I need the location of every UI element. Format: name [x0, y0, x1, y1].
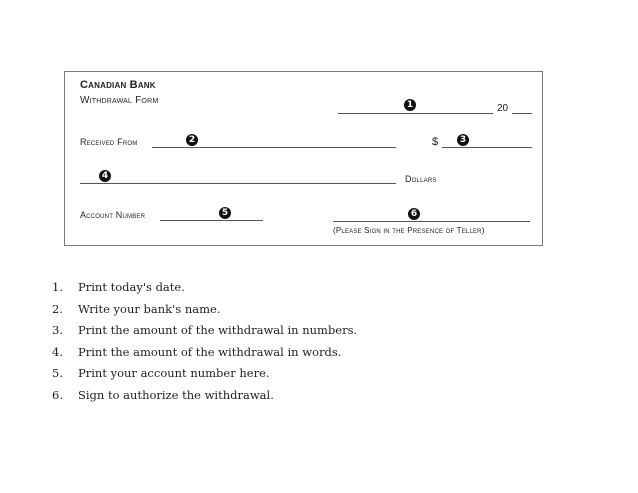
instruction-number: 2.: [52, 301, 63, 316]
instruction-item: [52, 299, 357, 321]
received-from-label: Received From: [80, 137, 138, 147]
year-prefix: 20: [497, 103, 509, 114]
instruction-number: 3.: [52, 323, 63, 337]
marker-3-icon: 3: [457, 134, 469, 146]
instruction-text: Print the amount of the withdrawal in numbers.: [78, 323, 358, 337]
instruction-item: [52, 320, 357, 342]
instruction-text: Print today's date.: [78, 280, 185, 294]
instruction-item: [52, 363, 357, 385]
instruction-item: [52, 342, 357, 364]
marker-1-icon: 1: [404, 99, 416, 111]
instruction-text: Sign to authorize the withdrawal.: [78, 387, 274, 402]
marker-5-icon: 5: [219, 207, 231, 219]
signature-note: (Please Sign in the Presence of Teller): [333, 226, 485, 235]
instructions-list: [52, 277, 357, 406]
dollars-label: Dollars: [405, 174, 437, 184]
instruction-number: 6.: [52, 387, 63, 402]
signature-field[interactable]: [333, 221, 530, 222]
instruction-item: [52, 277, 357, 299]
marker-4-icon: 4: [99, 170, 111, 182]
instruction-number: 1.: [52, 280, 63, 294]
account-number-field[interactable]: [160, 220, 263, 221]
instruction-text: Print the amount of the withdrawal in words.: [78, 344, 342, 359]
instruction-item: [52, 385, 357, 407]
year-field[interactable]: [512, 113, 532, 114]
received-from-field[interactable]: [152, 147, 396, 148]
account-number-label: Account Number: [80, 210, 146, 220]
amount-words-field[interactable]: [80, 183, 396, 184]
date-field[interactable]: [338, 113, 493, 114]
marker-6-icon: 6: [408, 208, 420, 220]
instruction-number: 4.: [52, 344, 63, 359]
bank-name: Canadian Bank: [80, 79, 156, 91]
instruction-text: Print your account number here.: [78, 366, 270, 380]
dollar-sign: $: [432, 136, 439, 148]
form-title: Withdrawal Form: [80, 95, 159, 106]
amount-numbers-field[interactable]: [442, 147, 532, 148]
instruction-number: 5.: [52, 366, 63, 380]
marker-2-icon: 2: [186, 134, 198, 146]
instruction-text: Write your bank's name.: [78, 301, 221, 316]
